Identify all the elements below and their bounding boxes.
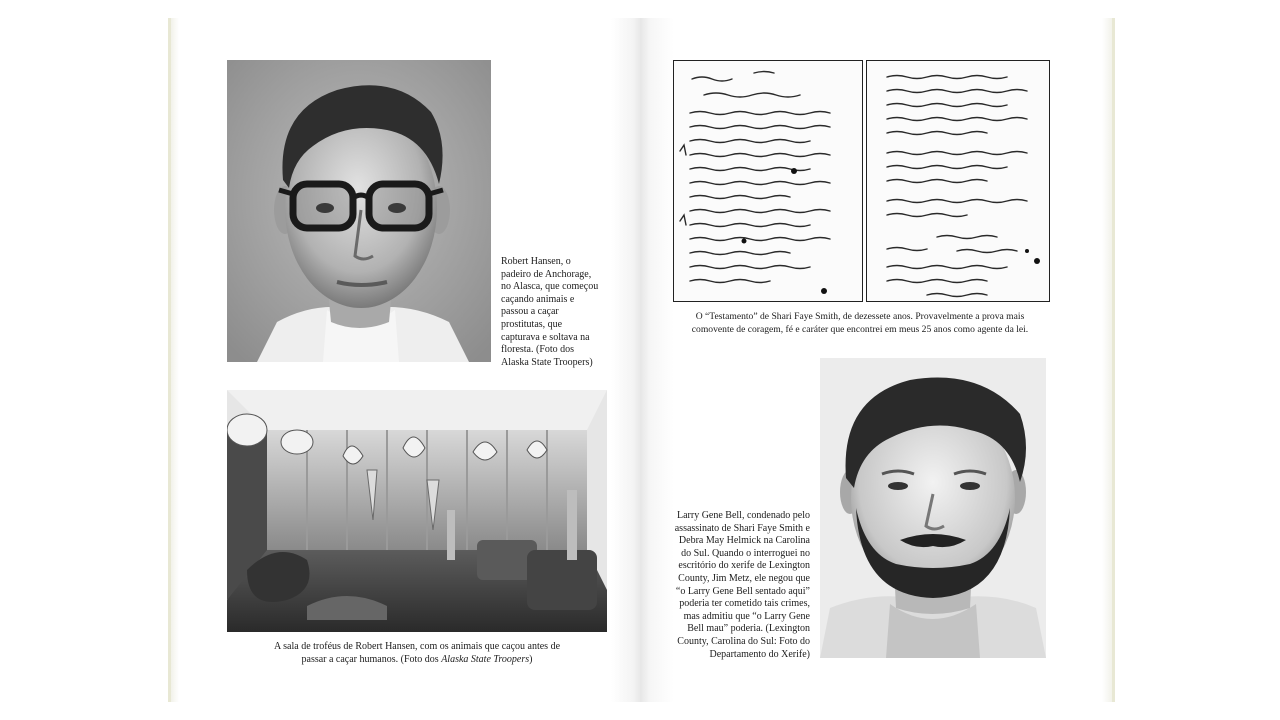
handwritten-letter-page-2 — [866, 60, 1050, 302]
larry-gene-bell-portrait-photo — [820, 358, 1046, 658]
trophy-room-caption-line2-italic: Alaska State Troopers — [441, 653, 530, 665]
letter-caption-line2: comovente de coragem, fé e caráter que encontrei em meus 25 anos como agente da lei. — [691, 323, 1029, 335]
trophy-room-photo — [227, 390, 607, 632]
robert-hansen-portrait-photo — [227, 60, 491, 362]
robert-hansen-portrait-caption: Robert Hansen, o padeiro de Anchorage, no Alasca, que começou caçando animais e passou a caçar prostitutas, que capturava e soltava na floresta. (Foto dos Alaska State Troopers) — [501, 256, 599, 368]
trophy-room-caption-line1: A sala de troféus de Robert Hansen, com os animais que caçou antes de — [273, 641, 561, 652]
letter-caption-line1: O “Testamento” de Shari Faye Smith, de dezessete anos. Provavelmente a prova mais — [695, 311, 1025, 322]
open-book-spread — [168, 18, 1112, 702]
letter-caption — [660, 311, 1060, 336]
left-page — [168, 18, 643, 702]
trophy-room-caption-line2-pre: passar a caçar humanos. (Foto dos — [301, 653, 442, 665]
right-page — [640, 18, 1115, 702]
trophy-room-caption — [227, 641, 607, 666]
larry-gene-bell-caption: Larry Gene Bell, condenado pelo assassinato de Shari Faye Smith e Debra May Helmick na Carolina do Sul. Quando o interroguei no escritório do xerife de Lexington County, Jim Metz, ele negou que “o Larry Gene Bell sentado aqui” poderia ter cometido tais crimes, mas admitiu que “o Larry Gene Bell mau” poderia. (Lexington County, Carolina do Sul: Foto do Departamento do Xerife) — [674, 510, 810, 660]
handwritten-letter-page-1 — [673, 60, 863, 302]
trophy-room-caption-line2-post: ) — [529, 653, 533, 665]
trophy-room-caption-line2 — [227, 654, 607, 667]
